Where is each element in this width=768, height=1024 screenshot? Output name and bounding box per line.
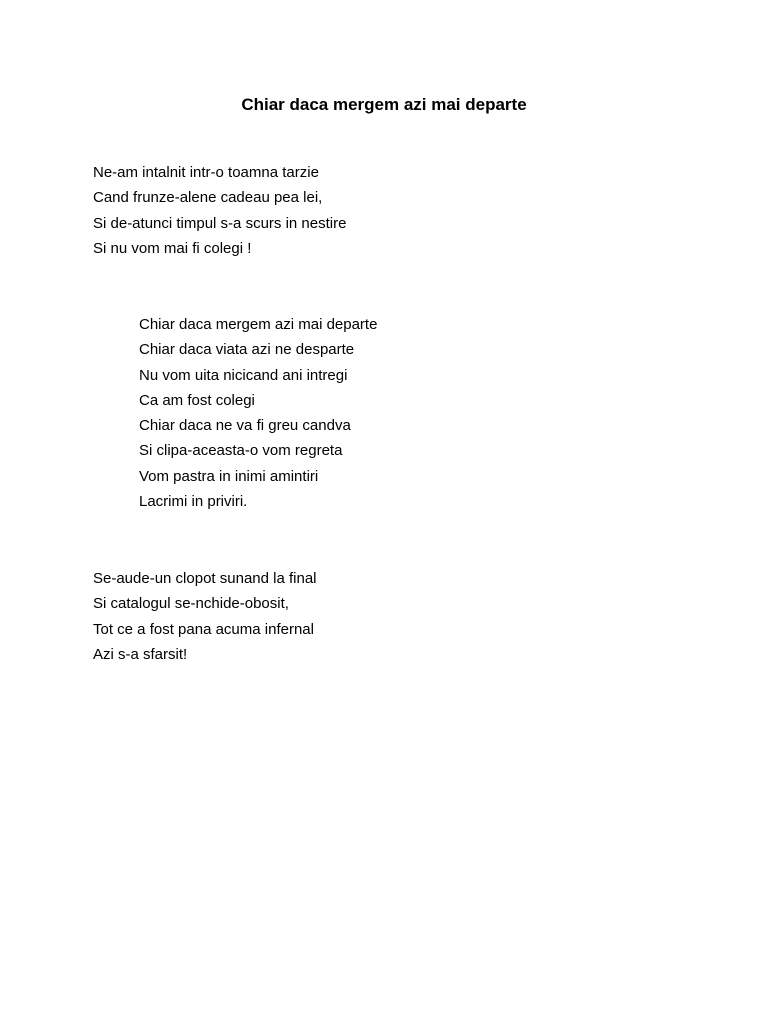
poem-line: Si de-atunci timpul s-a scurs in nestire: [93, 214, 347, 232]
poem-line: Tot ce a fost pana acuma infernal: [93, 620, 314, 638]
poem-line: Vom pastra in inimi amintiri: [139, 467, 319, 485]
stanza-1: [93, 160, 346, 261]
poem-title: Chiar daca mergem azi mai departe: [241, 95, 527, 114]
poem-line: Si catalogul se-nchide-obosit,: [93, 595, 289, 613]
chorus: [139, 312, 377, 514]
poem-line: Azi s-a sfarsit!: [93, 645, 188, 663]
poem-line: Nu vom uita nicicand ani intregi: [139, 366, 348, 384]
poem-line: Se-aude-un clopot sunand la final: [93, 570, 317, 587]
poem-line: Chiar daca mergem azi mai departe: [139, 316, 378, 333]
poem-line: Lacrimi in priviri.: [139, 493, 248, 511]
poem-line: Cand frunze-alene cadeau pea lei,: [93, 189, 323, 207]
poem-line: Chiar daca viata azi ne desparte: [139, 341, 355, 359]
poem-line: Si clipa-aceasta-o vom regreta: [139, 442, 343, 460]
poem-line: Ca am fost colegi: [139, 391, 255, 409]
stanza-2: [93, 566, 317, 667]
poem-line: Si nu vom mai fi colegi !: [93, 239, 252, 257]
poem-line: Ne-am intalnit intr-o toamna tarzie: [93, 164, 319, 181]
poem-line: Chiar daca ne va fi greu candva: [139, 417, 351, 435]
